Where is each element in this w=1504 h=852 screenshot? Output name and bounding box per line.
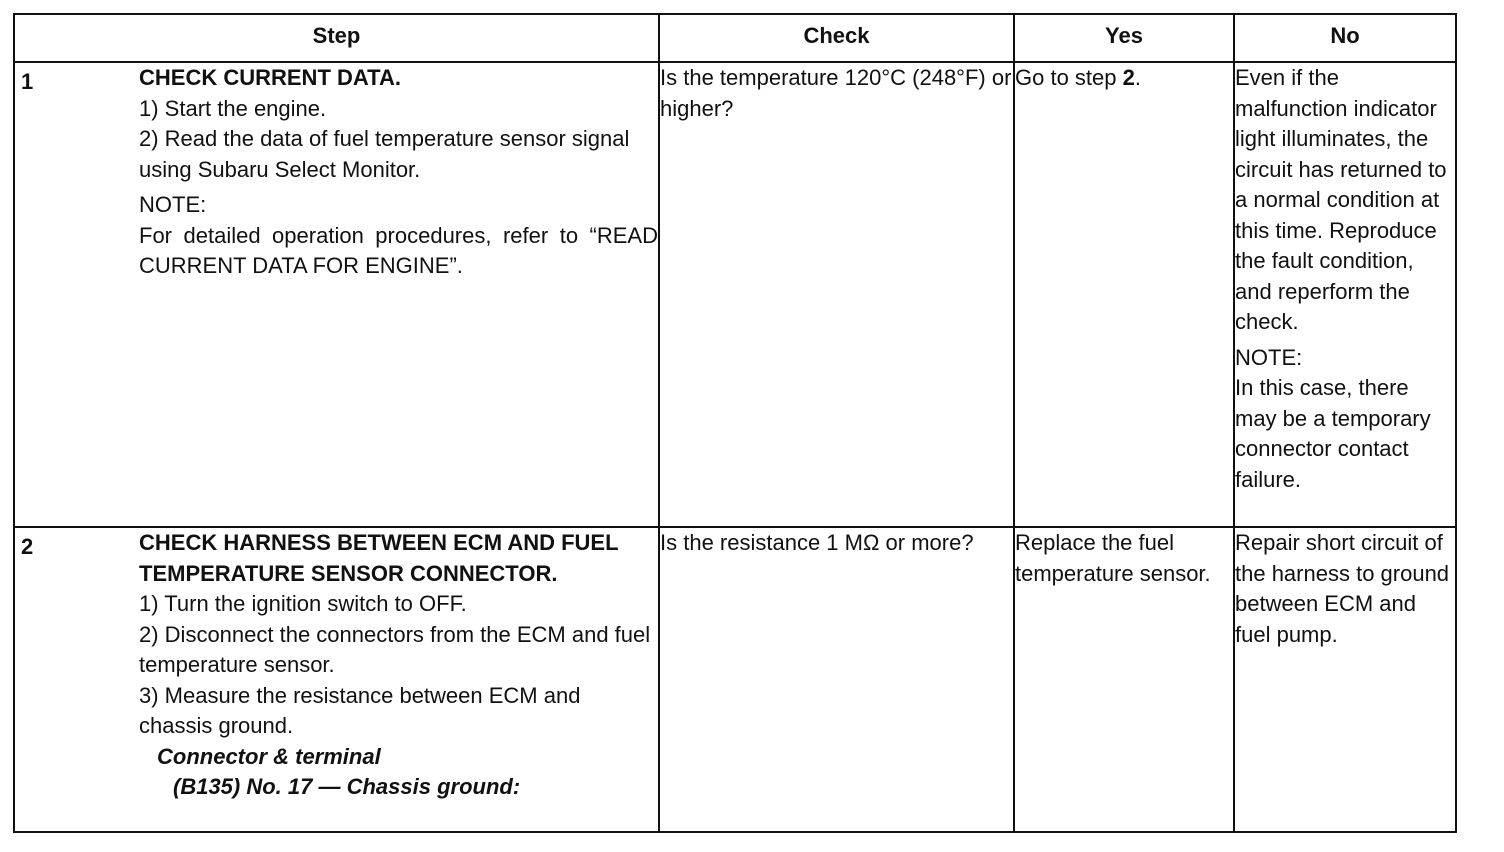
check-cell — [659, 527, 1014, 832]
header-check: Check — [659, 14, 1014, 62]
table-row — [14, 527, 1456, 832]
step-number: 2 — [21, 534, 34, 559]
note-text: In this case, there may be a temporary connector contact failure. — [1235, 375, 1431, 492]
header-no: No — [1234, 14, 1456, 62]
yes-action: Replace the fuel temperature sensor. — [1015, 530, 1211, 586]
note-label: NOTE: — [1235, 344, 1303, 370]
yes-cell — [1014, 527, 1234, 832]
header-step: Step — [14, 14, 659, 62]
note-text: For detailed operation procedures, refer to “READ CURRENT DATA FOR ENGINE”. — [139, 222, 658, 278]
step-title: CHECK CURRENT DATA. — [139, 65, 401, 90]
step-instruction: 2) Disconnect the connectors from the ECM and fuel temperature sensor. — [139, 621, 651, 677]
connector-label: Connector & terminal — [157, 743, 381, 769]
step-link: 2 — [1122, 65, 1135, 90]
step-instruction: 1) Turn the ignition switch to OFF. — [139, 591, 467, 616]
no-action: Even if the malfunction indicator light illuminates, the circuit has returned to a normal condition at this time. Reproduce the fault condition, and reperform the check. — [1235, 65, 1447, 334]
check-question: Is the resistance 1 MΩ or more? — [660, 530, 974, 555]
yes-cell — [1014, 62, 1234, 527]
note-label: NOTE: — [139, 192, 207, 217]
check-cell — [659, 62, 1014, 527]
yes-action: Go to step 2. — [1015, 65, 1141, 90]
step-instruction: 3) Measure the resistance between ECM and chassis ground. — [139, 682, 581, 738]
step-cell — [14, 62, 659, 527]
diagnostic-table — [13, 13, 1457, 833]
step-title: CHECK HARNESS BETWEEN ECM AND FUEL TEMPERATURE SENSOR CONNECTOR. — [139, 530, 619, 586]
no-action: Repair short circuit of the harness to ground between ECM and fuel pump. — [1235, 530, 1450, 647]
step-cell — [14, 527, 659, 832]
no-cell — [1234, 527, 1456, 832]
step-instruction: 2) Read the data of fuel temperature sensor signal using Subaru Select Monitor. — [139, 126, 630, 182]
connector-value: (B135) No. 17 — Chassis ground: — [173, 774, 521, 799]
table-row — [14, 62, 1456, 527]
check-question: Is the temperature 120°C (248°F) or higher? — [660, 65, 1012, 121]
no-cell — [1234, 62, 1456, 527]
header-yes: Yes — [1014, 14, 1234, 62]
step-instruction: 1) Start the engine. — [139, 95, 327, 121]
header-row — [14, 14, 1456, 62]
step-number: 1 — [21, 69, 34, 94]
